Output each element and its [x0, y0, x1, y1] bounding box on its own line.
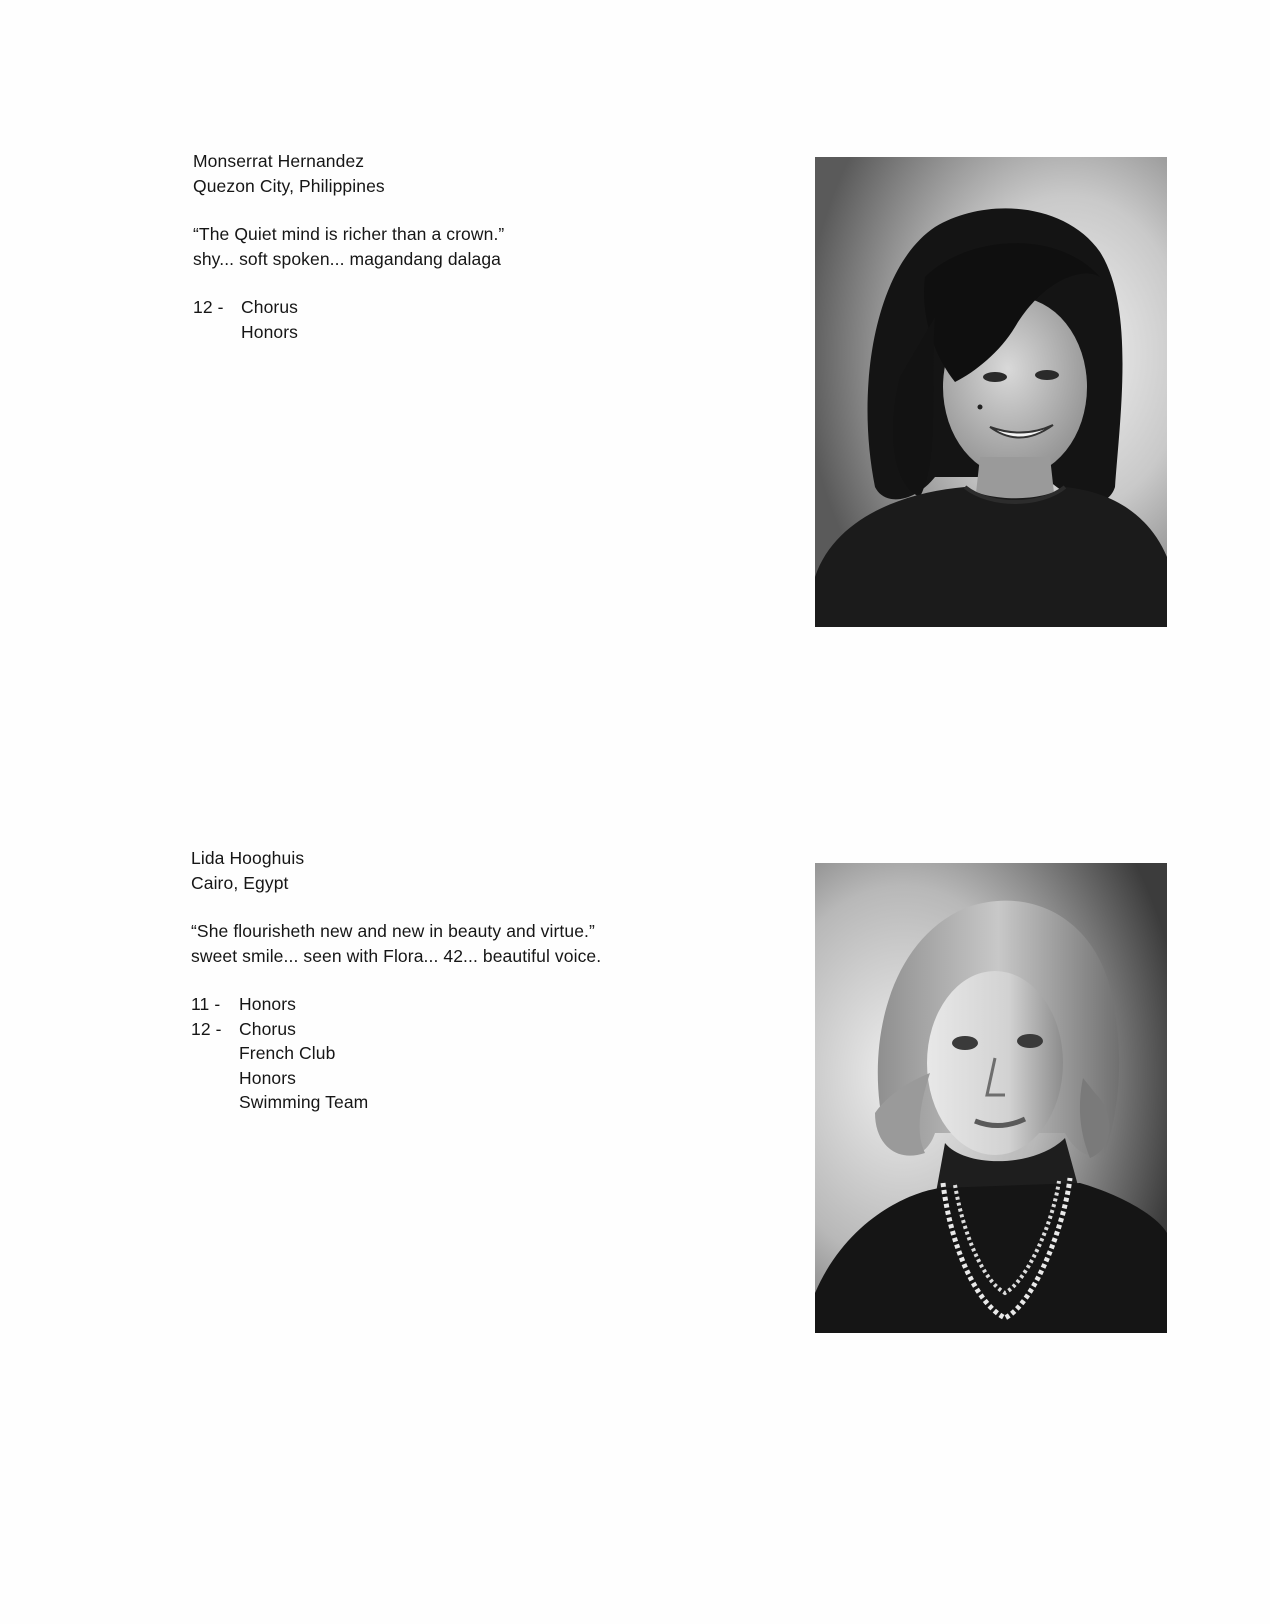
- student-description: sweet smile... seen with Flora... 42... beautiful voice.: [191, 945, 602, 966]
- entry-text: [191, 846, 601, 1115]
- student-portrait-photo: [815, 157, 1167, 627]
- activity-name: French Club: [239, 1043, 336, 1063]
- activity-year: 12 -: [191, 1018, 222, 1039]
- activity-row: [191, 1017, 601, 1042]
- student-portrait-photo: [815, 863, 1167, 1333]
- activity-year: [191, 1041, 239, 1066]
- student-hometown: Cairo, Egypt: [191, 872, 289, 893]
- student-name: Lida Hooghuis: [191, 848, 305, 868]
- student-name: Monserrat Hernandez: [193, 151, 365, 171]
- activity-name: Chorus: [239, 1018, 297, 1039]
- activity-name: Honors: [239, 994, 297, 1014]
- activity-row: [193, 320, 504, 345]
- activity-year: 12 -: [193, 297, 224, 317]
- student-quote: “The Quiet mind is richer than a crown.”: [193, 224, 505, 244]
- activity-row: [191, 1041, 601, 1066]
- activity-name: Chorus: [241, 297, 299, 317]
- activity-year: [193, 320, 241, 345]
- student-hometown: Quezon City, Philippines: [193, 175, 385, 196]
- activity-name: Honors: [239, 1067, 297, 1088]
- activity-year: [191, 1090, 239, 1115]
- activity-row: [191, 992, 601, 1017]
- entry-text: [193, 149, 504, 344]
- student-description: shy... soft spoken... magandang dalaga: [193, 248, 501, 269]
- activity-year: [191, 1066, 239, 1091]
- activity-row: [191, 1090, 601, 1115]
- activity-year: 11 -: [191, 994, 221, 1014]
- activity-row: [191, 1066, 601, 1091]
- activity-name: Honors: [241, 321, 299, 342]
- student-quote: “She flourisheth new and new in beauty and virtue.”: [191, 921, 595, 941]
- activity-row: [193, 295, 504, 320]
- activity-name: Swimming Team: [239, 1092, 369, 1112]
